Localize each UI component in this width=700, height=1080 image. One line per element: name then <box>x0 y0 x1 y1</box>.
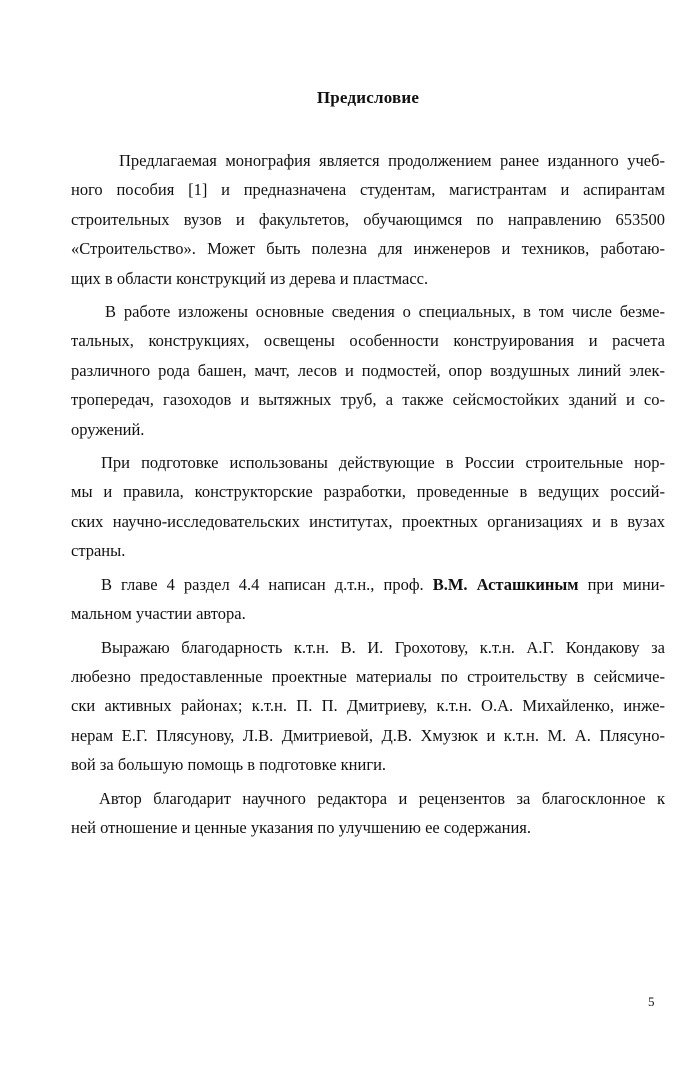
text-line: В работе изложены основные сведения о специальных, в том числе безме- <box>105 302 665 322</box>
text-line: ски активных районах; к.т.н. П. П. Дмитриеву, к.т.н. О.А. Михайленко, инже- <box>71 696 665 716</box>
text-line: строительных вузов и факультетов, обучающимся по направлению 653500 <box>71 209 665 229</box>
body-text <box>71 146 665 846</box>
text-line: тальных, конструкциях, освещены особенности конструирования и расчета <box>71 331 665 351</box>
text-line: ских научно-исследовательских институтах, проектных организациях и в вузах <box>71 511 665 531</box>
paragraph-1 <box>71 146 665 293</box>
paragraph-6 <box>71 784 665 843</box>
text-line: оружений. <box>71 419 145 439</box>
paragraph-2 <box>71 297 665 444</box>
author-name: В.М. Асташкиным <box>432 574 579 594</box>
paragraph-3 <box>71 448 665 566</box>
paragraph-5 <box>71 633 665 780</box>
text-line: Предлагаемая монография является продолжением ранее изданного учеб- <box>119 151 665 170</box>
text-line: Выражаю благодарность к.т.н. В. И. Грохотову, к.т.н. А.Г. Кондакову за <box>101 637 665 657</box>
text-line: Автор благодарит научного редактора и рецензентов за благосклонное к <box>99 788 665 808</box>
text-line: «Строительство». Может быть полезна для инженеров и техников, работаю- <box>71 239 665 259</box>
text-line: страны. <box>71 541 126 561</box>
text-line: ней отношение и ценные указания по улучшению ее содержания. <box>71 817 532 837</box>
page-number: 5 <box>648 994 655 1009</box>
text-line: При подготовке использованы действующие в России строительные нор- <box>101 453 665 473</box>
text-line: ного пособия [1] и предназначена студентам, магистрантам и аспирантам <box>71 180 665 200</box>
text-line: нерам Е.Г. Плясунову, Л.В. Дмитриевой, Д.В. Хмузюк и к.т.н. М. А. Плясуно- <box>71 725 665 745</box>
text-segment: В главе 4 раздел 4.4 написан д.т.н., проф. <box>101 574 433 594</box>
paragraph-4 <box>71 570 665 629</box>
text-line: тропередач, газоходов и вытяжных труб, а также сейсмостойких зданий и со- <box>71 390 665 410</box>
text-line: любезно предоставленные проектные материалы по строительству в сейсмиче- <box>71 666 665 686</box>
text-line: мальном участии автора. <box>71 604 246 624</box>
text-line: вой за большую помощь в подготовке книги. <box>71 755 387 775</box>
text-segment: при мини- <box>578 574 665 594</box>
text-line: щих в области конструкций из дерева и пластмасс. <box>71 268 429 288</box>
text-line: различного рода башен, мачт, лесов и подмостей, опор воздушных линий элек- <box>71 360 665 380</box>
text-line: мы и правила, конструкторские разработки, проведенные в ведущих россий- <box>71 482 665 502</box>
text-line <box>71 570 665 599</box>
page-title: Предисловие <box>316 88 420 107</box>
